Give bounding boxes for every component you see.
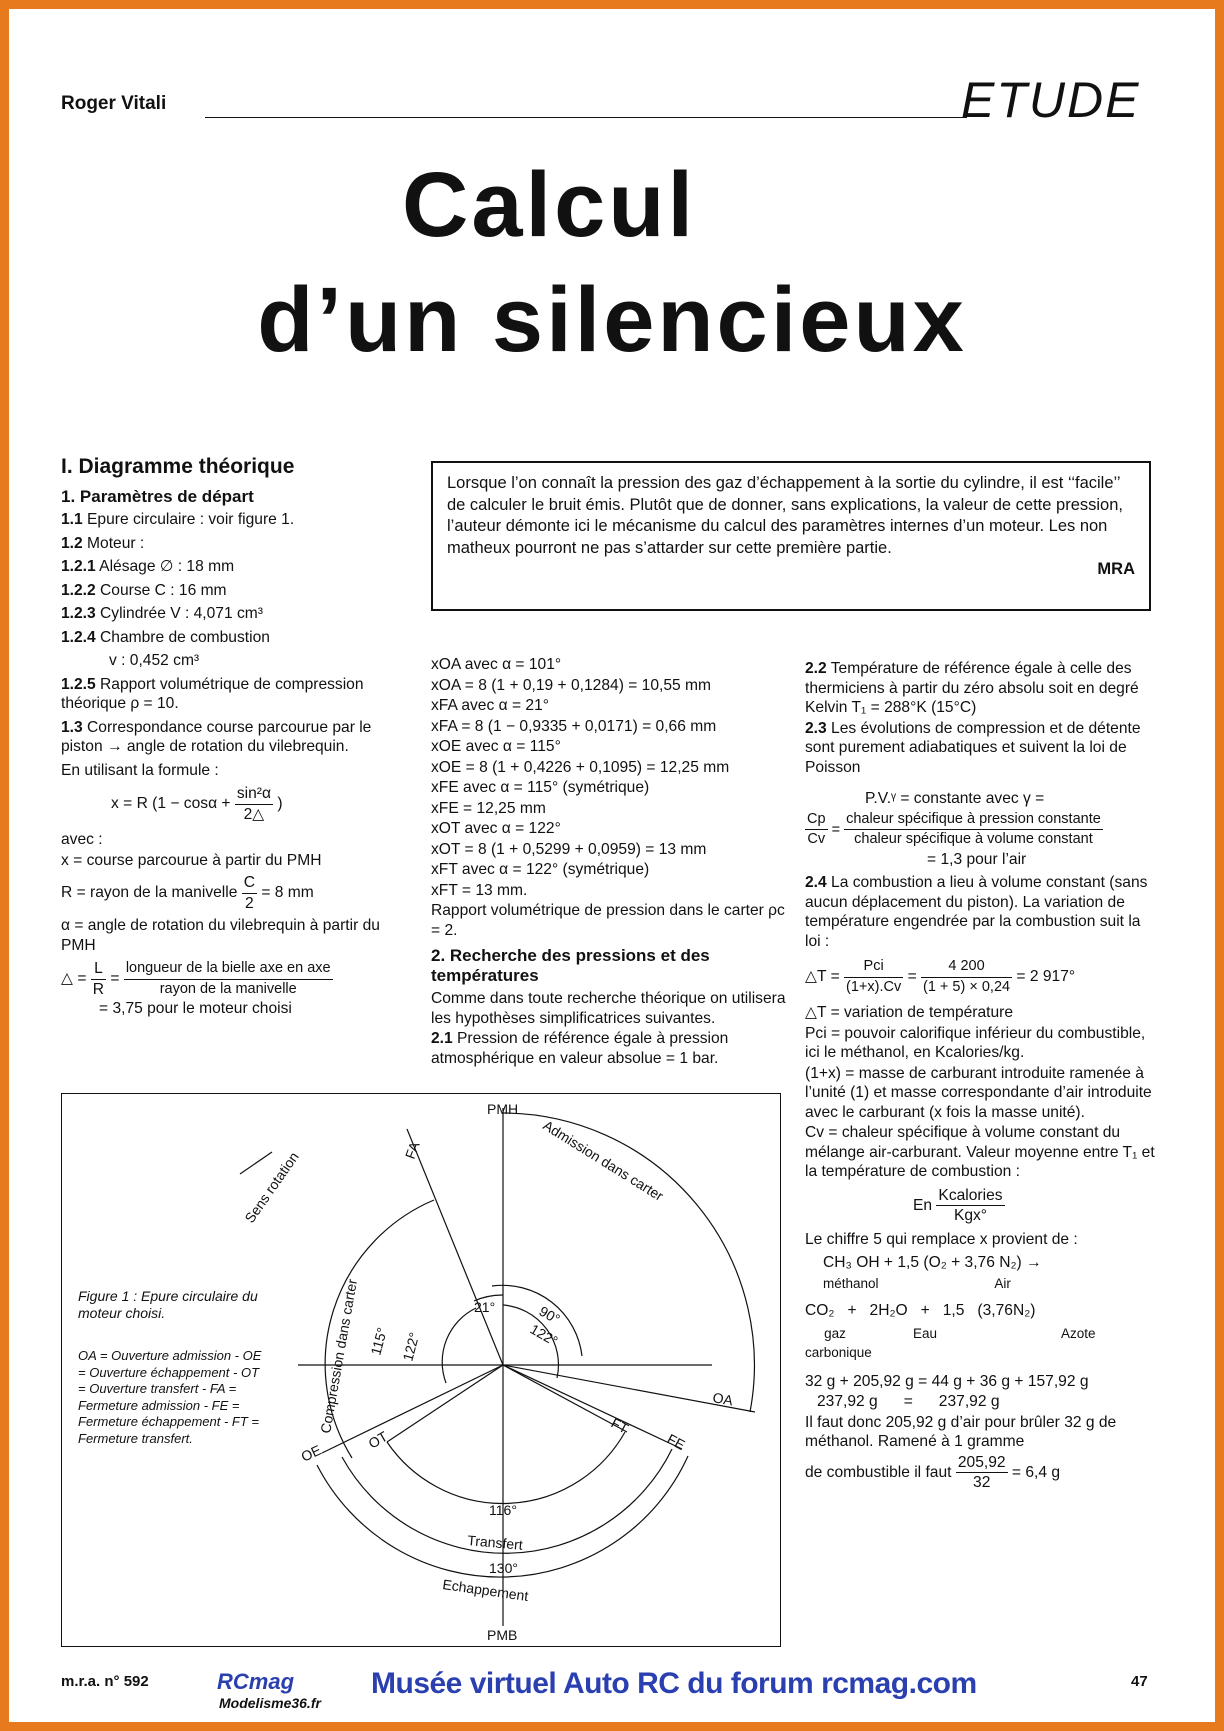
mass-balance-1: 32 g + 205,92 g = 44 g + 36 g + 157,92 g: [805, 1372, 1089, 1390]
label-130: 130°: [489, 1560, 518, 1576]
footer-magazine: m.r.a. n° 592: [61, 1673, 149, 1690]
def-x: x = course parcourue à partir du PMH: [61, 851, 322, 869]
parameter-item: 1.2.1 Alésage ∅ : 18 mm: [61, 558, 235, 575]
equation-2-labels: gaz carbonique Eau Azote: [805, 1325, 1096, 1360]
def-pci: Pci = pouvoir calorifique inférieur du combustible, ici le méthanol, en Kcalories/kg.: [805, 1024, 1146, 1061]
ft-line: [503, 1365, 627, 1432]
label-oe: OE: [298, 1441, 324, 1465]
conclusion-ratio: de combustible il faut $\frac{205,92}{32}$ = 6,4 g: [805, 1453, 1061, 1491]
ot-line: [387, 1365, 503, 1442]
x-value-line: xOE avec α = 115°: [431, 738, 561, 755]
para-2-4: 2.4 La combustion a lieu à volume constant (sans aucun déplacement du piston). La variation de température engendrée par la combustion suit la loi :: [805, 874, 1148, 950]
page-number: 47: [1131, 1673, 1148, 1690]
intro-box: [431, 461, 1151, 611]
delta-value: = 3,75 pour le moteur choisi: [99, 1000, 292, 1017]
title-line-1: Calcul: [401, 154, 697, 256]
fa-line: [407, 1129, 503, 1365]
formula-fraction: $\frac{\text{sin²α}}{2\triangle}$: [236, 785, 272, 823]
label-122-right: 122°: [527, 1320, 561, 1350]
equation-1: CH₃ OH + 1,5 (O₂ + 3,76 N₂) →: [823, 1254, 1042, 1271]
fe-line: [503, 1365, 682, 1449]
gamma-ratio: $\frac{Cp}{Cv}$ = $\frac{\text{chaleur spécifique à pression constante}}{\text{chaleur spécifique à volume constant}}$: [807, 810, 1101, 847]
label-fe: FE: [664, 1430, 688, 1454]
intro-text: Lorsque l’on connaît la pression des gaz d’échappement à la sortie du cylindre, il est ‘‘facile’’ de calculer le bruit émis. Plutôt que de donner, sans explications, la valeur de cette pression, l’auteur démonte ici le mécanisme du calcul des paramètres internes d’un moteur. Les non matheux pourront ne pas s’attarder sur cette première partie.: [447, 474, 1123, 557]
magazine-page: [9, 9, 1215, 1722]
parameter-item: 1.2 Moteur :: [61, 534, 145, 552]
para-hypotheses: Comme dans toute recherche théorique on utilisera les hypothèses simplificatrices suivantes.: [431, 990, 786, 1027]
column-3: [805, 659, 1155, 1493]
parameter-item: 1.2.5 Rapport volumétrique de compression théorique ρ = 10.: [61, 675, 364, 712]
title-line-2: d’un silencieux: [257, 269, 967, 371]
label-122-left: 122°: [399, 1330, 423, 1363]
delta-t-formula: △T = $\frac{\text{Pci}}{(1+x).Cv}$ = $\frac{4 200}{(1 + 5) \times 0,24}$ = 2 917°: [805, 958, 1076, 995]
figure-1-box: [61, 1093, 781, 1647]
def-r: R = rayon de la manivelle $\frac{C}{2}$ = 8 mm: [61, 874, 314, 912]
heading-recherche: 2. Recherche des pressions et des températures: [431, 946, 710, 985]
rcmag-logo: RCmag: [217, 1669, 295, 1694]
header-rule: [205, 117, 967, 118]
x-value-line: xOT = 8 (1 + 0,5299 + 0,0959) = 13 mm: [431, 840, 707, 858]
label-admission: Admission dans carter: [540, 1116, 667, 1204]
def-alpha: α = angle de rotation du vilebrequin à partir du PMH: [61, 917, 380, 954]
x-value-line: xFT avec α = 122° (symétrique): [431, 861, 650, 878]
equation-2: CO₂ + 2H₂O + 1,5 (3,76N₂): [805, 1302, 1036, 1319]
label-transfert: Transfert: [466, 1532, 524, 1553]
formula-x: x = R (1 − cosα + $\frac{\text{sin²α}}{2\triangle}$ ): [111, 785, 283, 823]
conclusion: Il faut donc 205,92 g d’air pour brûler 32 g de méthanol. Ramené à 1 gramme: [805, 1413, 1117, 1450]
transfert-arc: [387, 1432, 625, 1503]
label-pmb: PMB: [487, 1627, 518, 1643]
section-title: ETUDE: [961, 72, 1141, 128]
label-oa: OA: [711, 1389, 735, 1409]
sens-arrow: [240, 1152, 272, 1174]
intro-signature: MRA: [1097, 560, 1135, 578]
parameter-item: 1.1 Epure circulaire : voir figure 1.: [61, 511, 295, 528]
heading-diagramme: I. Diagramme théorique: [61, 455, 295, 478]
parameter-item: 1.3 Correspondance course parcourue par le piston → angle de rotation du vilebrequin.: [61, 718, 372, 755]
label-echappement: Echappement: [441, 1576, 530, 1604]
para-2-3: 2.3 Les évolutions de compression et de détente sont purement adiabatiques et suivent la loi de Poisson: [805, 719, 1141, 776]
x-value-line: xFE = 12,25 mm: [431, 799, 546, 817]
def-delta-t: △T = variation de température: [805, 1004, 1014, 1021]
heading-parametres: 1. Paramètres de départ: [61, 486, 254, 506]
label-sens-rotation: Sens rotation: [241, 1148, 302, 1226]
label-pmh: PMH: [487, 1101, 519, 1117]
x-value-line: xOE = 8 (1 + 0,4226 + 0,1095) = 12,25 mm: [431, 758, 730, 776]
x-value-line: xFT = 13 mm.: [431, 881, 528, 899]
unit-kcal: En $\frac{\text{Kcalories}}{\text{Kgx°}}$: [913, 1186, 1003, 1224]
x-value-line: xFE avec α = 115° (symétrique): [431, 779, 650, 796]
mass-balance-2: 237,92 g = 237,92 g: [817, 1393, 1000, 1410]
label-115: 115°: [367, 1325, 391, 1357]
parameter-item: 1.2.4 Chambre de combustion: [61, 628, 270, 646]
label-fa: FA: [401, 1139, 423, 1162]
x-value-line: xOT avec α = 122°: [431, 820, 561, 837]
epure-circulaire: [62, 1094, 780, 1646]
formula-intro: En utilisant la formule :: [61, 761, 219, 779]
def-cv: Cv = chaleur spécifique à volume constant du mélange air-carburant. Valeur moyenne entre T₁ et la température de combustion :: [805, 1124, 1155, 1180]
oe-line: [322, 1365, 503, 1453]
x-value-line: Rapport volumétrique de pression dans le carter ρc = 2.: [431, 902, 785, 939]
chiffre-text: Le chiffre 5 qui remplace x provient de :: [805, 1230, 1078, 1248]
figure-legend: OA = Ouverture admission - OE = Ouverture échappement - OT = Ouverture transfert - FA = Fermeture admission - FE = Fermeture échappement - FT = Fermeture transfert.: [78, 1348, 262, 1446]
x-value-line: xOA = 8 (1 + 0,19 + 0,1284) = 10,55 mm: [431, 676, 711, 694]
label-ft: FT: [608, 1414, 632, 1437]
x-value-line: xFA = 8 (1 − 0,9335 + 0,0171) = 0,66 mm: [431, 717, 717, 735]
equation-1-labels: méthanol Air: [823, 1275, 1011, 1291]
def-delta: △ = $\frac{L}{R}$ = $\frac{\text{longueur de la bielle axe en axe}}{\text{rayon de la manivelle}}$: [61, 960, 331, 998]
avec-label: avec :: [61, 831, 103, 848]
x-value-line: xOA avec α = 101°: [431, 656, 562, 673]
label-21: 21°: [474, 1299, 496, 1315]
rcmag-logo-sub: Modelisme36.fr: [219, 1695, 321, 1711]
def-1x: (1+x) = masse de carburant introduite ramenée à l’unité (1) et masse correspondante d’air introduite avec le carburant (x fois la masse unité).: [805, 1064, 1152, 1121]
para-2-1: 2.1 Pression de référence égale à pression atmosphérique en valeur absolue = 1 bar.: [431, 1030, 729, 1067]
parameter-list: [61, 510, 411, 757]
figure-caption: Figure 1 : Epure circulaire du moteur choisi.: [78, 1288, 258, 1321]
label-90: 90°: [536, 1302, 563, 1328]
parameter-item: 1.2.2 Course C : 16 mm: [61, 581, 227, 599]
admission-arc: [503, 1113, 754, 1412]
para-2-2: 2.2 Température de référence égale à celle des thermiciens à partir du zéro absolu soit en degré Kelvin T₁ = 288°K (15°C): [805, 660, 1139, 716]
column-1: [61, 457, 411, 1020]
musee-banner: Musée virtuel Auto RC du forum rcmag.com: [371, 1667, 977, 1700]
label-116: 116°: [489, 1502, 517, 1518]
gamma-value: = 1,3 pour l’air: [927, 850, 1027, 868]
author-name: Roger Vitali: [61, 93, 167, 114]
x-values-list: [431, 655, 793, 940]
arc-122-left: [442, 1308, 476, 1383]
label-ot: OT: [365, 1428, 391, 1452]
poisson-law: P.V.ᵞ = constante avec γ =: [865, 790, 1045, 807]
x-value-line: xFA avec α = 21°: [431, 697, 549, 714]
parameter-item: v : 0,452 cm³: [109, 652, 200, 669]
parameter-item: 1.2.3 Cylindrée V : 4,071 cm³: [61, 605, 263, 622]
label-compression: Compression dans carter: [317, 1277, 361, 1435]
column-2: [431, 655, 793, 1069]
